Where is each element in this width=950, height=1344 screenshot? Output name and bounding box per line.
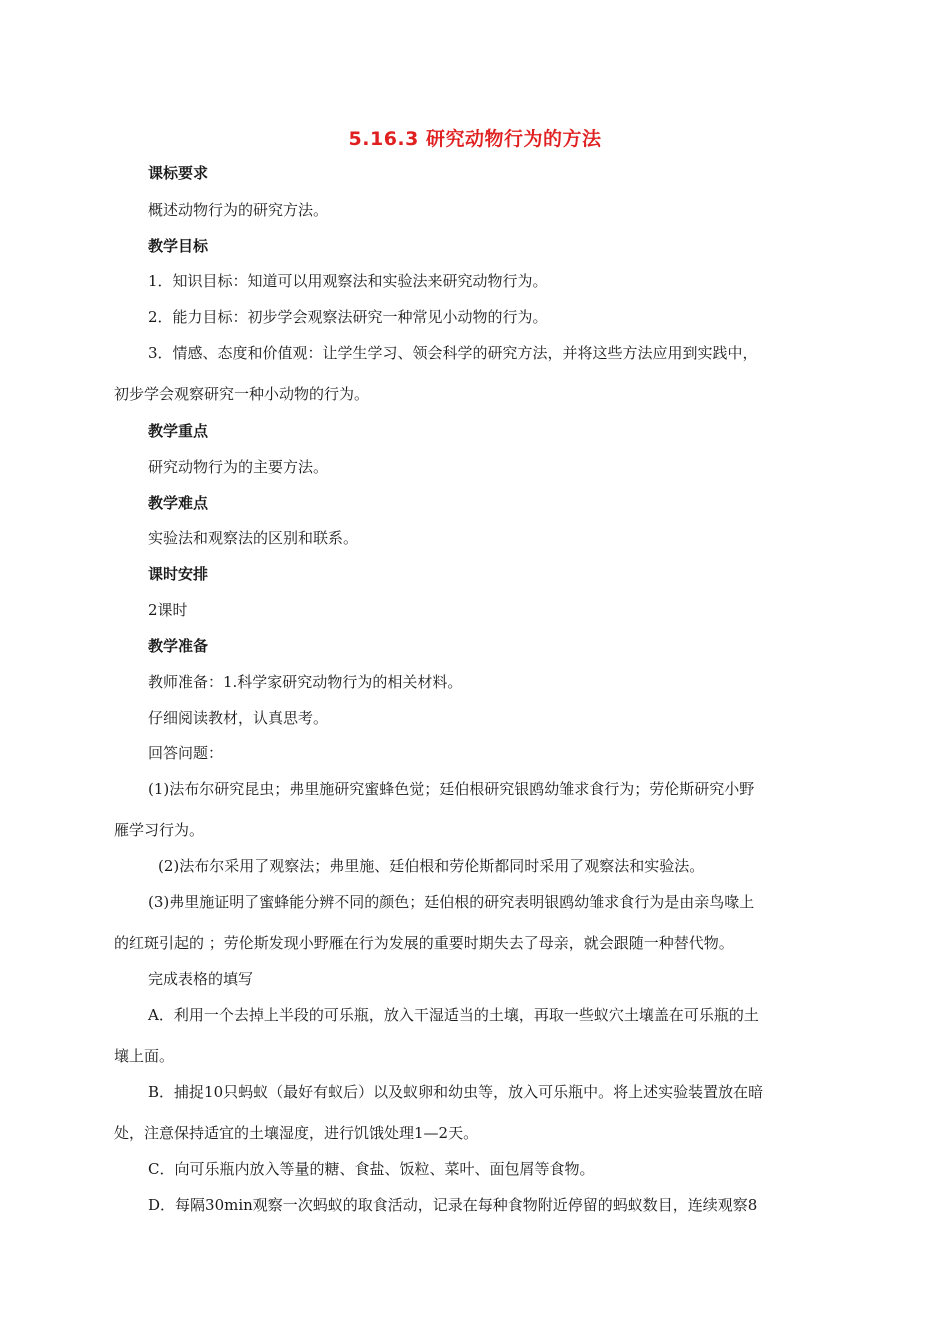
document-title: 5.16.3 研究动物行为的方法 bbox=[348, 128, 602, 150]
heading-difficulty: 教学难点 bbox=[148, 494, 209, 512]
goal-item-1: 1．知识目标：知道可以用观察法和实验法来研究动物行为。 bbox=[148, 272, 548, 290]
goal-item-3-line-2: 初步学会观察研究一种小动物的行为。 bbox=[114, 385, 370, 403]
goal-item-2: 2．能力目标：初步学会观察法研究一种常见小动物的行为。 bbox=[148, 308, 548, 326]
question-3-line-2: 的红斑引起的 ；劳伦斯发现小野雁在行为发展的重要时期失去了母亲，就会跟随一种替代物。 bbox=[114, 934, 734, 952]
step-a-line-1: A．利用一个去掉上半段的可乐瓶，放入干湿适当的土壤，再取一些蚁穴土壤盖在可乐瓶的土 bbox=[148, 1006, 759, 1024]
step-c: C．向可乐瓶内放入等量的糖、食盐、饭粒、菜叶、面包屑等食物。 bbox=[148, 1160, 595, 1178]
question-1-line-2: 雁学习行为。 bbox=[114, 821, 205, 839]
standard-text: 概述动物行为的研究方法。 bbox=[148, 201, 329, 219]
heading-schedule: 课时安排 bbox=[148, 565, 209, 583]
heading-preparation: 教学准备 bbox=[148, 637, 209, 655]
step-a-line-2: 壤上面。 bbox=[114, 1047, 175, 1065]
schedule-text: 2课时 bbox=[148, 601, 188, 619]
question-2: (2)法布尔采用了观察法；弗里施、廷伯根和劳伦斯都同时采用了观察法和实验法。 bbox=[158, 857, 705, 875]
difficulty-text: 实验法和观察法的区别和联系。 bbox=[148, 529, 359, 547]
step-b-line-1: B．捕捉10只蚂蚁（最好有蚁后）以及蚁卵和幼虫等，放入可乐瓶中。将上述实验装置放在暗 bbox=[148, 1083, 764, 1101]
goal-item-3-line-1: 3．情感、态度和价值观：让学生学习、领会科学的研究方法，并将这些方法应用到实践中， bbox=[148, 344, 758, 362]
question-3-line-1: (3)弗里施证明了蜜蜂能分辨不同的颜色；廷伯根的研究表明银鸥幼雏求食行为是由亲鸟喙上 bbox=[148, 893, 755, 911]
heading-goals: 教学目标 bbox=[148, 237, 209, 255]
step-b-line-2: 处，注意保持适宜的土壤湿度，进行饥饿处理1—2天。 bbox=[114, 1124, 479, 1142]
prep-read-text: 仔细阅读教材，认真思考。 bbox=[148, 709, 329, 727]
heading-standard: 课标要求 bbox=[148, 164, 209, 182]
question-1-line-1: (1)法布尔研究昆虫；弗里施研究蜜蜂色觉；廷伯根研究银鸥幼雏求食行为；劳伦斯研究小野 bbox=[148, 780, 755, 798]
prep-answer-text: 回答问题： bbox=[148, 744, 224, 762]
heading-key-points: 教学重点 bbox=[148, 422, 209, 440]
key-points-text: 研究动物行为的主要方法。 bbox=[148, 458, 329, 476]
table-fill-text: 完成表格的填写 bbox=[148, 970, 254, 988]
step-d-line-1: D．每隔30min观察一次蚂蚁的取食活动，记录在每种食物附近停留的蚂蚁数目，连续观察8 bbox=[148, 1196, 758, 1214]
prep-teacher-text: 教师准备：1.科学家研究动物行为的相关材料。 bbox=[148, 673, 463, 691]
